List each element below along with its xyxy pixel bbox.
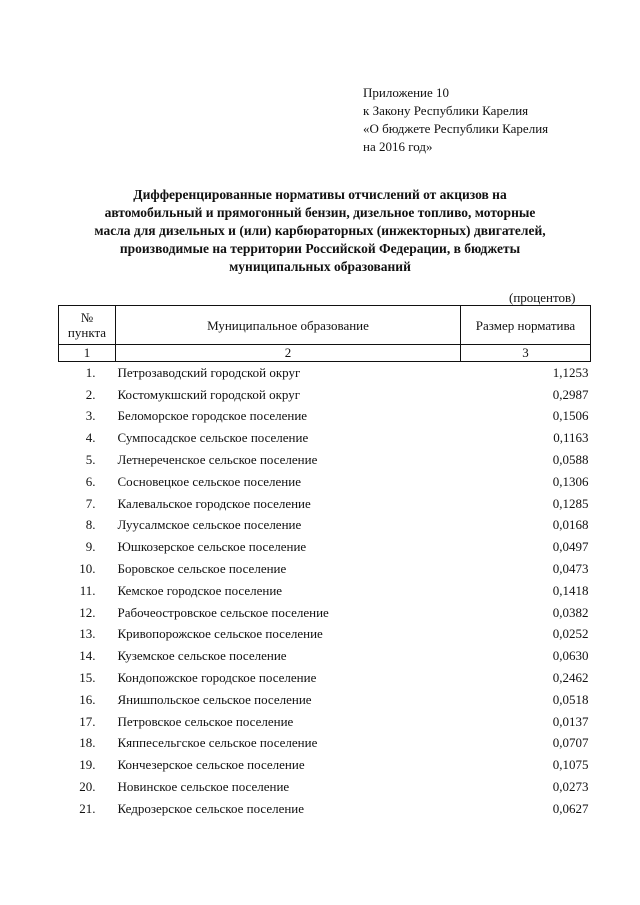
- municipality-name: Костомукшский городской округ: [117, 386, 301, 402]
- norm-value: 0,0473: [552, 561, 589, 577]
- norm-value: 0,0137: [552, 713, 589, 729]
- norm-value: 0,0252: [552, 626, 589, 642]
- table-row: [59, 427, 591, 449]
- column-number-row: [59, 345, 591, 362]
- column-number: 3: [461, 345, 591, 362]
- table-row: [59, 558, 591, 580]
- row-number: 18.: [79, 735, 96, 751]
- norm-value: 0,2987: [552, 386, 589, 402]
- title-line: автомобильный и прямогонный бензин, дизельное топливо, моторные: [104, 205, 536, 220]
- norm-value: 0,0588: [552, 452, 589, 468]
- title-line: муниципальных образований: [229, 259, 411, 274]
- row-number: 3.: [85, 408, 96, 424]
- table-row: [59, 493, 591, 515]
- table-row: [59, 362, 591, 384]
- table-row: [59, 754, 591, 776]
- municipality-name: Кемское городское поселение: [117, 582, 283, 598]
- table-row: [59, 711, 591, 733]
- norm-value: 0,0273: [552, 779, 589, 795]
- municipality-name: Рабочеостровское сельское поселение: [117, 604, 329, 620]
- municipality-name: Петрозаводский городской округ: [117, 364, 301, 380]
- municipality-name: Янишпольское сельское поселение: [117, 691, 312, 707]
- row-number: 15.: [79, 670, 96, 686]
- norm-value: 0,1506: [552, 408, 589, 424]
- table-row: [59, 536, 591, 558]
- table-row: [59, 515, 591, 537]
- municipality-name: Сумпосадское сельское поселение: [117, 430, 309, 446]
- norm-value: 0,0497: [552, 539, 589, 555]
- document-title: [60, 186, 580, 276]
- norm-value: 0,0707: [552, 735, 589, 751]
- row-number: 8.: [85, 517, 96, 533]
- header-number-sign: №: [80, 310, 94, 325]
- municipality-name: Боровское сельское поселение: [117, 561, 287, 577]
- table-body: [59, 362, 591, 820]
- appendix-line: «О бюджете Республики Карелия: [363, 121, 549, 136]
- municipality-name: Беломорское городское поселение: [117, 408, 308, 424]
- table-row: [59, 406, 591, 428]
- table-row: [59, 449, 591, 471]
- norm-value: 0,0627: [552, 800, 589, 816]
- header-number-label: пункта: [67, 325, 107, 340]
- row-number: 12.: [79, 604, 96, 620]
- appendix-line: Приложение 10: [363, 85, 450, 100]
- table-header-row: [59, 306, 591, 345]
- norm-value: 1,1253: [552, 364, 589, 380]
- column-number: 2: [116, 345, 461, 362]
- row-number: 21.: [79, 800, 96, 816]
- table-row: [59, 471, 591, 493]
- appendix-reference: [363, 84, 548, 156]
- units-label: (процентов): [509, 290, 576, 305]
- table-row: [59, 580, 591, 602]
- header-item-number: [59, 306, 116, 345]
- norm-value: 0,1285: [552, 495, 589, 511]
- municipality-name: Кончезерское сельское поселение: [117, 757, 305, 773]
- table-row: [59, 798, 591, 820]
- row-number: 10.: [79, 561, 96, 577]
- norm-value: 0,1163: [553, 430, 589, 446]
- municipality-name: Кяппесельгское сельское поселение: [117, 735, 318, 751]
- row-number: 19.: [79, 757, 96, 773]
- norm-value: 0,0168: [552, 517, 589, 533]
- table-row: [59, 645, 591, 667]
- column-number: 1: [59, 345, 116, 362]
- row-number: 17.: [79, 713, 96, 729]
- municipality-name: Кондопожское городское поселение: [117, 670, 317, 686]
- table-row: [59, 776, 591, 798]
- row-number: 6.: [85, 473, 96, 489]
- table-row: [59, 384, 591, 406]
- row-number: 16.: [79, 691, 96, 707]
- municipality-name: Кедрозерское сельское поселение: [117, 800, 305, 816]
- title-line: производимые на территории Российской Федерации, в бюджеты: [119, 241, 521, 256]
- row-number: 9.: [85, 539, 96, 555]
- norm-value: 0,1418: [552, 582, 589, 598]
- row-number: 7.: [85, 495, 96, 511]
- appendix-line: на 2016 год»: [363, 139, 433, 154]
- table-row: [59, 602, 591, 624]
- norm-value: 0,1306: [552, 473, 589, 489]
- row-number: 1.: [85, 364, 96, 380]
- municipality-name: Петровское сельское поселение: [117, 713, 294, 729]
- row-number: 20.: [79, 779, 96, 795]
- title-line: масла для дизельных и (или) карбюраторных (инжекторных) двигателей,: [94, 223, 546, 238]
- title-line: Дифференцированные нормативы отчислений от акцизов на: [133, 187, 507, 202]
- table-row: [59, 667, 591, 689]
- row-number: 14.: [79, 648, 96, 664]
- municipality-name: Новинское сельское поселение: [117, 779, 290, 795]
- row-number: 11.: [79, 582, 96, 598]
- row-number: 4.: [85, 430, 96, 446]
- municipality-name: Летнереченское сельское поселение: [117, 452, 318, 468]
- municipality-name: Куземское сельское поселение: [117, 648, 287, 664]
- row-number: 2.: [85, 386, 96, 402]
- municipality-name: Калевальское городское поселение: [117, 495, 311, 511]
- norm-value: 0,0518: [552, 691, 589, 707]
- municipality-name: Кривопорожское сельское поселение: [117, 626, 323, 642]
- municipality-name: Юшкозерское сельское поселение: [117, 539, 307, 555]
- table-row: [59, 733, 591, 755]
- header-municipality: Муниципальное образование: [116, 306, 461, 345]
- norm-value: 0,2462: [552, 670, 589, 686]
- norms-table: [58, 305, 591, 820]
- row-number: 13.: [79, 626, 96, 642]
- norm-value: 0,0630: [552, 648, 589, 664]
- municipality-name: Луусалмское сельское поселение: [117, 517, 302, 533]
- appendix-line: к Закону Республики Карелия: [363, 103, 529, 118]
- table-row: [59, 689, 591, 711]
- table-row: [59, 624, 591, 646]
- municipality-name: Сосновецкое сельское поселение: [117, 473, 301, 489]
- row-number: 5.: [85, 452, 96, 468]
- norm-value: 0,1075: [552, 757, 589, 773]
- norm-value: 0,0382: [552, 604, 589, 620]
- header-norm-size: Размер норматива: [461, 306, 591, 345]
